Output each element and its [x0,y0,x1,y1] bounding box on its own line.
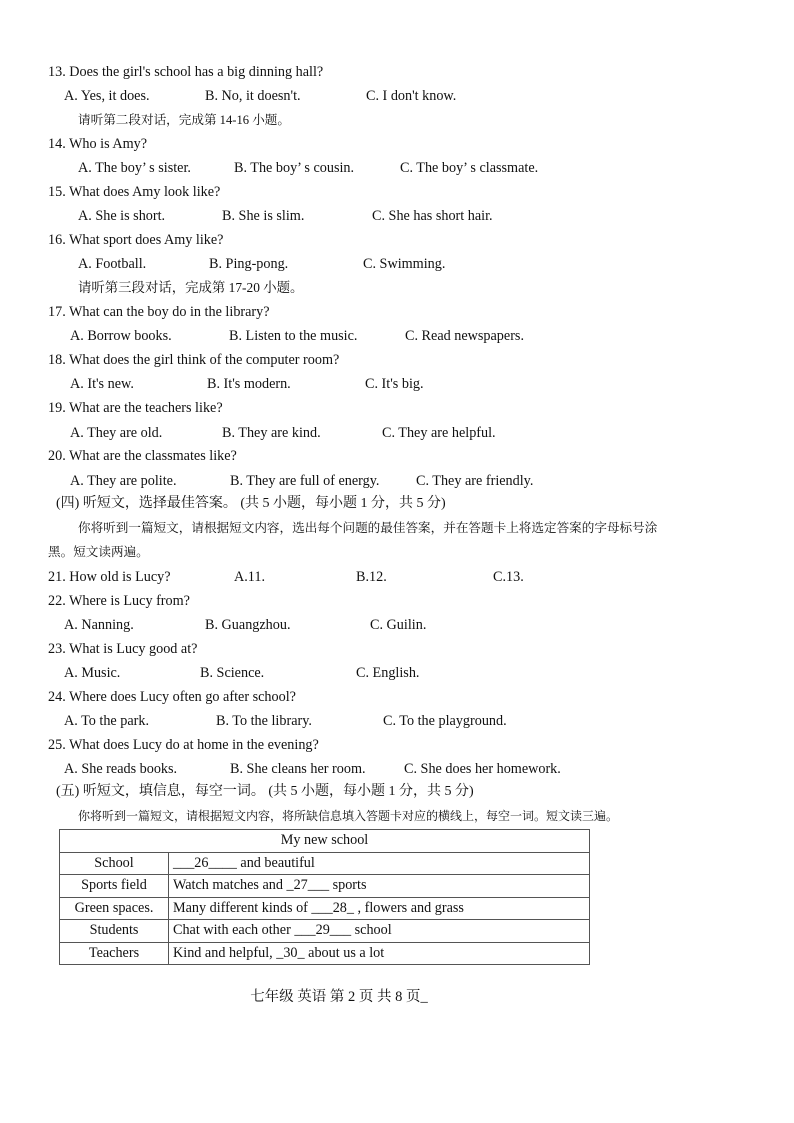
q24-option-a: A. To the park. [64,713,150,729]
part-4-description-line2: 黑。短文读两遍。 [48,545,149,559]
q15-option-b: B. She is slim. [222,208,305,224]
table-title: My new school [60,830,590,853]
q18-option-b: B. It's modern. [207,376,291,392]
page-footer: 七年级 英语 第 2 页 共 8 页_ [250,989,428,1005]
row-value: Watch matches and _27___ sports [169,875,590,898]
q20-option-b: B. They are full of energy. [230,473,380,489]
q15-option-a: A. She is short. [78,208,166,224]
q17-option-c: C. Read newspapers. [405,328,524,344]
q21-option-c: C.13. [493,569,524,585]
dialogue-3-instruction: 请听第三段对话，完成第 17-20 小题。 [78,280,304,295]
q25-option-a: A. She reads books. [64,761,178,777]
table-row [60,920,590,943]
row-label: Green spaces. [60,897,169,920]
table-row [60,942,590,965]
q17-option-b: B. Listen to the music. [229,328,358,344]
q13-option-a: A. Yes, it does. [64,88,150,104]
row-label: Students [60,920,169,943]
q22-option-c: C. Guilin. [370,617,427,633]
part-5-title: (五) 听短文，填信息，每空一词。 (共 5 小题，每小题 1 分，共 5 分) [56,784,474,799]
question-22: 22. Where is Lucy from? [48,593,190,609]
q22-option-a: A. Nanning. [64,617,134,633]
q21-option-a: A.11. [234,569,266,585]
dialogue-2-instruction: 请听第二段对话，完成第 14-16 小题。 [78,113,290,127]
part-4-description-line1: 你将听到一篇短文，请根据短文内容，选出每个问题的最佳答案，并在答题卡上将选定答案的字母标号涂 [78,521,658,535]
q22-option-b: B. Guangzhou. [205,617,291,633]
question-25: 25. What does Lucy do at home in the evening? [48,737,319,753]
row-label: Sports field [60,875,169,898]
q18-option-c: C. It's big. [365,376,424,392]
q20-option-a: A. They are polite. [70,473,177,489]
row-value: Many different kinds of ___28_ , flowers and grass [169,897,590,920]
question-19: 19. What are the teachers like? [48,400,223,416]
q14-option-b: B. The boy’ s cousin. [234,160,355,176]
q24-option-b: B. To the library. [216,713,312,729]
question-16: 16. What sport does Amy like? [48,232,224,248]
fill-in-table [59,829,590,965]
q14-option-a: A. The boy’ s sister. [78,160,191,176]
question-15: 15. What does Amy look like? [48,184,221,200]
q24-option-c: C. To the playground. [383,713,507,729]
q20-option-c: C. They are friendly. [416,473,534,489]
row-value: Kind and helpful, _30_ about us a lot [169,942,590,965]
question-13: 13. Does the girl's school has a big dinning hall? [48,64,324,80]
q23-option-a: A. Music. [64,665,121,681]
q19-option-a: A. They are old. [70,425,163,441]
row-label: Teachers [60,942,169,965]
question-14: 14. Who is Amy? [48,136,148,152]
q16-option-b: B. Ping-pong. [209,256,289,272]
row-value: ___26____ and beautiful [169,852,590,875]
question-18: 18. What does the girl think of the computer room? [48,352,340,368]
row-label: School [60,852,169,875]
part-5-description: 你将听到一篇短文，请根据短文内容，将所缺信息填入答题卡对应的横线上，每空一词。短文读三遍。 [78,809,619,823]
q25-option-c: C. She does her homework. [404,761,561,777]
question-20: 20. What are the classmates like? [48,448,237,464]
row-value: Chat with each other ___29___ school [169,920,590,943]
q18-option-a: A. It's new. [70,376,134,392]
part-4-title: (四) 听短文，选择最佳答案。 (共 5 小题，每小题 1 分，共 5 分) [56,496,446,511]
q16-option-a: A. Football. [78,256,147,272]
q16-option-c: C. Swimming. [363,256,446,272]
table-row [60,852,590,875]
q25-option-b: B. She cleans her room. [230,761,366,777]
question-23: 23. What is Lucy good at? [48,641,198,657]
q14-option-c: C. The boy’ s classmate. [400,160,539,176]
question-24: 24. Where does Lucy often go after school? [48,689,296,705]
q19-option-b: B. They are kind. [222,425,321,441]
table-row [60,875,590,898]
q23-option-b: B. Science. [200,665,265,681]
q15-option-c: C. She has short hair. [372,208,493,224]
q17-option-a: A. Borrow books. [70,328,172,344]
q23-option-c: C. English. [356,665,420,681]
q13-option-c: C. I don't know. [366,88,457,104]
question-21: 21. How old is Lucy? [48,569,171,585]
table-row [60,897,590,920]
q21-option-b: B.12. [356,569,387,585]
q19-option-c: C. They are helpful. [382,425,496,441]
q13-option-b: B. No, it doesn't. [205,88,301,104]
question-17: 17. What can the boy do in the library? [48,304,270,320]
